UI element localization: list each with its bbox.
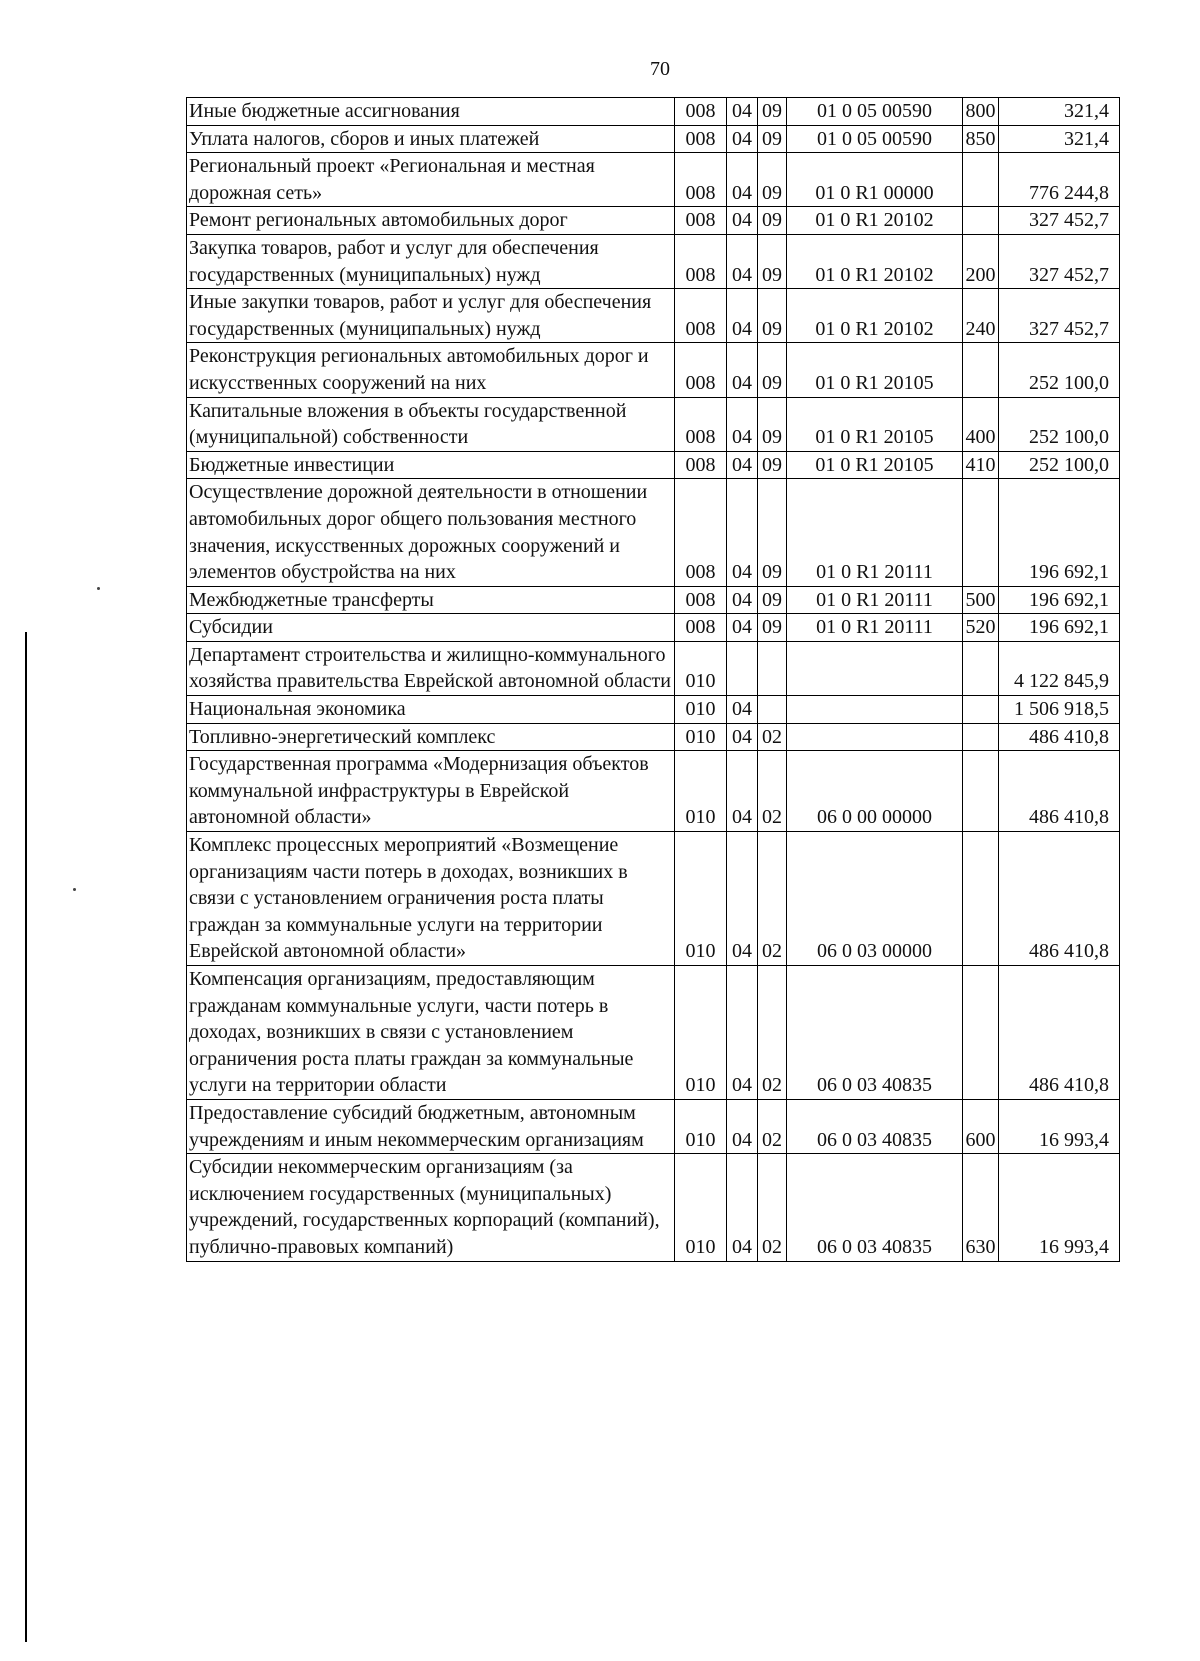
subsection-code: 02 bbox=[758, 966, 787, 1100]
ministry-code: 008 bbox=[675, 397, 727, 451]
subsection-code: 09 bbox=[758, 207, 787, 235]
subsection-code: 09 bbox=[758, 479, 787, 586]
expense-type-code bbox=[963, 696, 999, 724]
subsection-code: 02 bbox=[758, 1099, 787, 1153]
section-code: 04 bbox=[727, 343, 758, 397]
amount: 252 100,0 bbox=[999, 343, 1120, 397]
section-code: 04 bbox=[727, 125, 758, 153]
ministry-code: 008 bbox=[675, 586, 727, 614]
section-code: 04 bbox=[727, 696, 758, 724]
section-code: 04 bbox=[727, 966, 758, 1100]
expense-type-code: 850 bbox=[963, 125, 999, 153]
subsection-code: 09 bbox=[758, 586, 787, 614]
table-row bbox=[187, 397, 1120, 451]
row-name: Межбюджетные трансферты bbox=[187, 586, 675, 614]
section-code: 04 bbox=[727, 1154, 758, 1261]
target-article-code: 01 0 R1 00000 bbox=[787, 153, 963, 207]
subsection-code: 09 bbox=[758, 98, 787, 126]
expense-type-code: 520 bbox=[963, 614, 999, 642]
ministry-code: 008 bbox=[675, 234, 727, 288]
ministry-code: 010 bbox=[675, 751, 727, 832]
table-row bbox=[187, 343, 1120, 397]
row-name: Осуществление дорожной деятельности в отношении автомобильных дорог общего пользования местного значения, искусственных дорожных сооружений и элементов обустройства на них bbox=[187, 479, 675, 586]
target-article-code: 06 0 00 00000 bbox=[787, 751, 963, 832]
ministry-code: 010 bbox=[675, 641, 727, 695]
budget-table-body bbox=[187, 98, 1120, 1262]
section-code: 04 bbox=[727, 586, 758, 614]
row-name: Уплата налогов, сборов и иных платежей bbox=[187, 125, 675, 153]
expense-type-code: 500 bbox=[963, 586, 999, 614]
amount: 16 993,4 bbox=[999, 1154, 1120, 1261]
row-name: Закупка товаров, работ и услуг для обеспечения государственных (муниципальных) нужд bbox=[187, 234, 675, 288]
ministry-code: 010 bbox=[675, 723, 727, 751]
subsection-code: 09 bbox=[758, 614, 787, 642]
row-name: Субсидии bbox=[187, 614, 675, 642]
row-name: Иные закупки товаров, работ и услуг для обеспечения государственных (муниципальных) нужд bbox=[187, 289, 675, 343]
amount: 196 692,1 bbox=[999, 479, 1120, 586]
target-article-code: 01 0 R1 20102 bbox=[787, 207, 963, 235]
expense-type-code bbox=[963, 723, 999, 751]
table-row bbox=[187, 723, 1120, 751]
amount: 486 410,8 bbox=[999, 832, 1120, 966]
target-article-code: 01 0 R1 20111 bbox=[787, 586, 963, 614]
table-row bbox=[187, 751, 1120, 832]
section-code: 04 bbox=[727, 479, 758, 586]
expense-type-code: 200 bbox=[963, 234, 999, 288]
target-article-code: 06 0 03 40835 bbox=[787, 966, 963, 1100]
ministry-code: 008 bbox=[675, 98, 727, 126]
row-name: Национальная экономика bbox=[187, 696, 675, 724]
ministry-code: 010 bbox=[675, 966, 727, 1100]
subsection-code: 09 bbox=[758, 451, 787, 479]
subsection-code: 09 bbox=[758, 343, 787, 397]
target-article-code bbox=[787, 696, 963, 724]
row-name: Комплекс процессных мероприятий «Возмещение организациям части потерь в доходах, возникших в связи с установлением ограничения роста платы граждан за коммунальные услуги на территории Еврейской автономной области» bbox=[187, 832, 675, 966]
expense-type-code: 800 bbox=[963, 98, 999, 126]
subsection-code: 02 bbox=[758, 1154, 787, 1261]
subsection-code: 09 bbox=[758, 234, 787, 288]
table-row bbox=[187, 234, 1120, 288]
row-name: Региональный проект «Региональная и местная дорожная сеть» bbox=[187, 153, 675, 207]
table-row bbox=[187, 125, 1120, 153]
expense-type-code bbox=[963, 207, 999, 235]
table-row bbox=[187, 641, 1120, 695]
ministry-code: 008 bbox=[675, 451, 727, 479]
ministry-code: 008 bbox=[675, 343, 727, 397]
row-name: Компенсация организациям, предоставляющим гражданам коммунальные услуги, части потерь в доходах, возникших в связи с установлением ограничения роста платы граждан за коммунальные услуги на территории области bbox=[187, 966, 675, 1100]
target-article-code: 06 0 03 40835 bbox=[787, 1154, 963, 1261]
ministry-code: 008 bbox=[675, 125, 727, 153]
section-code: 04 bbox=[727, 289, 758, 343]
expense-type-code bbox=[963, 153, 999, 207]
subsection-code: 02 bbox=[758, 832, 787, 966]
section-code: 04 bbox=[727, 723, 758, 751]
table-row bbox=[187, 586, 1120, 614]
expense-type-code: 410 bbox=[963, 451, 999, 479]
row-name: Предоставление субсидий бюджетным, автономным учреждениям и иным некоммерческим организациям bbox=[187, 1099, 675, 1153]
table-row bbox=[187, 207, 1120, 235]
amount: 16 993,4 bbox=[999, 1099, 1120, 1153]
section-code: 04 bbox=[727, 451, 758, 479]
table-row bbox=[187, 289, 1120, 343]
amount: 327 452,7 bbox=[999, 234, 1120, 288]
budget-table bbox=[186, 97, 1120, 1262]
section-code: 04 bbox=[727, 207, 758, 235]
target-article-code: 01 0 05 00590 bbox=[787, 125, 963, 153]
subsection-code bbox=[758, 641, 787, 695]
table-row bbox=[187, 696, 1120, 724]
subsection-code: 02 bbox=[758, 723, 787, 751]
ministry-code: 008 bbox=[675, 614, 727, 642]
section-code bbox=[727, 641, 758, 695]
amount: 486 410,8 bbox=[999, 751, 1120, 832]
section-code: 04 bbox=[727, 153, 758, 207]
row-name: Иные бюджетные ассигнования bbox=[187, 98, 675, 126]
amount: 321,4 bbox=[999, 98, 1120, 126]
row-name: Капитальные вложения в объекты государственной (муниципальной) собственности bbox=[187, 397, 675, 451]
table-row bbox=[187, 832, 1120, 966]
target-article-code: 01 0 R1 20102 bbox=[787, 234, 963, 288]
target-article-code: 01 0 R1 20105 bbox=[787, 451, 963, 479]
target-article-code bbox=[787, 641, 963, 695]
ministry-code: 008 bbox=[675, 207, 727, 235]
amount: 252 100,0 bbox=[999, 397, 1120, 451]
table-row bbox=[187, 966, 1120, 1100]
row-name: Реконструкция региональных автомобильных дорог и искусственных сооружений на них bbox=[187, 343, 675, 397]
section-code: 04 bbox=[727, 397, 758, 451]
expense-type-code: 600 bbox=[963, 1099, 999, 1153]
table-row bbox=[187, 1099, 1120, 1153]
row-name: Департамент строительства и жилищно-коммунального хозяйства правительства Еврейской автономной области bbox=[187, 641, 675, 695]
amount: 196 692,1 bbox=[999, 614, 1120, 642]
table-row bbox=[187, 479, 1120, 586]
row-name: Топливно-энергетический комплекс bbox=[187, 723, 675, 751]
amount: 1 506 918,5 bbox=[999, 696, 1120, 724]
amount: 776 244,8 bbox=[999, 153, 1120, 207]
amount: 321,4 bbox=[999, 125, 1120, 153]
expense-type-code bbox=[963, 751, 999, 832]
expense-type-code: 240 bbox=[963, 289, 999, 343]
target-article-code bbox=[787, 723, 963, 751]
subsection-code: 02 bbox=[758, 751, 787, 832]
expense-type-code: 630 bbox=[963, 1154, 999, 1261]
table-row bbox=[187, 1154, 1120, 1261]
target-article-code: 01 0 R1 20105 bbox=[787, 343, 963, 397]
expense-type-code bbox=[963, 479, 999, 586]
page-number: 70 bbox=[650, 58, 670, 80]
target-article-code: 01 0 R1 20105 bbox=[787, 397, 963, 451]
target-article-code: 01 0 R1 20102 bbox=[787, 289, 963, 343]
section-code: 04 bbox=[727, 1099, 758, 1153]
target-article-code: 01 0 05 00590 bbox=[787, 98, 963, 126]
target-article-code: 01 0 R1 20111 bbox=[787, 479, 963, 586]
expense-type-code bbox=[963, 832, 999, 966]
amount: 4 122 845,9 bbox=[999, 641, 1120, 695]
expense-type-code: 400 bbox=[963, 397, 999, 451]
ministry-code: 010 bbox=[675, 1099, 727, 1153]
ministry-code: 008 bbox=[675, 289, 727, 343]
table-row bbox=[187, 451, 1120, 479]
target-article-code: 01 0 R1 20111 bbox=[787, 614, 963, 642]
subsection-code: 09 bbox=[758, 153, 787, 207]
scan-speck bbox=[73, 888, 76, 891]
amount: 486 410,8 bbox=[999, 723, 1120, 751]
section-code: 04 bbox=[727, 614, 758, 642]
scan-speck bbox=[97, 587, 100, 590]
row-name: Государственная программа «Модернизация объектов коммунальной инфраструктуры в Еврейской автономной области» bbox=[187, 751, 675, 832]
expense-type-code bbox=[963, 641, 999, 695]
subsection-code: 09 bbox=[758, 397, 787, 451]
subsection-code: 09 bbox=[758, 289, 787, 343]
table-row bbox=[187, 614, 1120, 642]
expense-type-code bbox=[963, 343, 999, 397]
row-name: Субсидии некоммерческим организациям (за исключением государственных (муниципальных) учреждений, государственных корпораций (компаний), публично-правовых компаний) bbox=[187, 1154, 675, 1261]
section-code: 04 bbox=[727, 234, 758, 288]
subsection-code bbox=[758, 696, 787, 724]
target-article-code: 06 0 03 00000 bbox=[787, 832, 963, 966]
amount: 252 100,0 bbox=[999, 451, 1120, 479]
table-row bbox=[187, 98, 1120, 126]
section-code: 04 bbox=[727, 98, 758, 126]
row-name: Ремонт региональных автомобильных дорог bbox=[187, 207, 675, 235]
subsection-code: 09 bbox=[758, 125, 787, 153]
ministry-code: 010 bbox=[675, 832, 727, 966]
ministry-code: 008 bbox=[675, 153, 727, 207]
amount: 486 410,8 bbox=[999, 966, 1120, 1100]
amount: 327 452,7 bbox=[999, 207, 1120, 235]
section-code: 04 bbox=[727, 751, 758, 832]
target-article-code: 06 0 03 40835 bbox=[787, 1099, 963, 1153]
ministry-code: 010 bbox=[675, 1154, 727, 1261]
margin-line bbox=[25, 632, 27, 1642]
amount: 327 452,7 bbox=[999, 289, 1120, 343]
expense-type-code bbox=[963, 966, 999, 1100]
amount: 196 692,1 bbox=[999, 586, 1120, 614]
section-code: 04 bbox=[727, 832, 758, 966]
ministry-code: 008 bbox=[675, 479, 727, 586]
row-name: Бюджетные инвестиции bbox=[187, 451, 675, 479]
table-row bbox=[187, 153, 1120, 207]
ministry-code: 010 bbox=[675, 696, 727, 724]
